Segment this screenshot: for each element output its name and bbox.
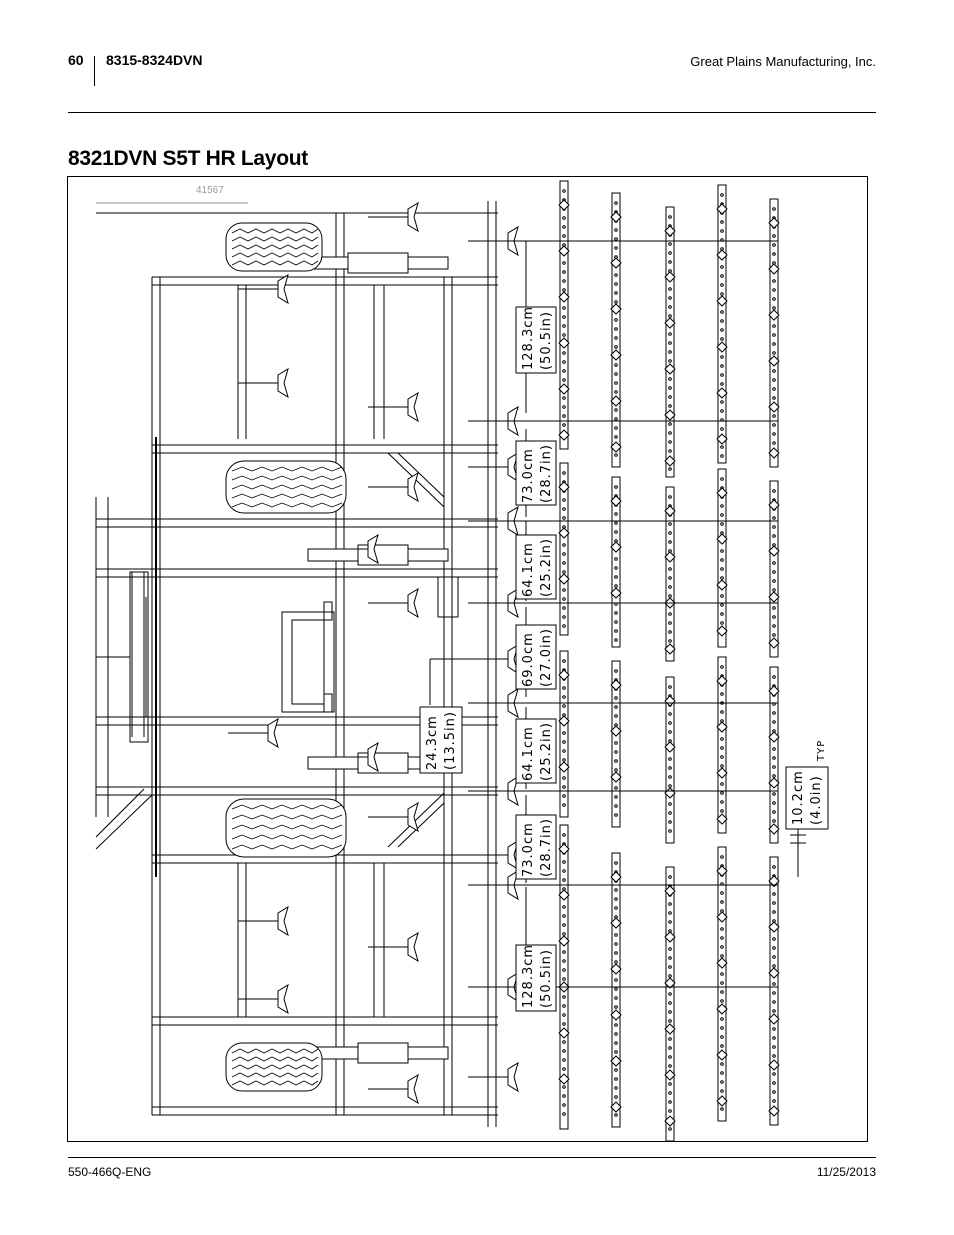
dim-metric-3: 64.1cm [521, 542, 536, 597]
dim-metric-8: 128.3cm [521, 943, 536, 1008]
footer-rule [68, 1157, 876, 1158]
dim-metric-6: 64.1cm [521, 726, 536, 781]
figure-id: 41567 [196, 185, 224, 196]
dim-imperial-9: (4.0in) [809, 775, 824, 825]
dim-imperial-7: (28.7in) [539, 818, 554, 877]
dim-metric-5: 24.3cm [425, 715, 440, 770]
dim-imperial-8: (50.5in) [539, 949, 554, 1008]
dim-imperial-6: (25.2in) [539, 722, 554, 781]
dim-metric-2: 73.0cm [521, 448, 536, 503]
dim-imperial-3: (25.2in) [539, 538, 554, 597]
dim-metric-4: 69.0cm [521, 632, 536, 687]
dim-imperial-2: (28.7in) [539, 444, 554, 503]
model-range: 8315-8324DVN [106, 52, 203, 68]
section-title: 8321DVN S5T HR Layout [68, 147, 308, 170]
page-header [68, 52, 876, 88]
doc-date: 11/25/2013 [816, 1165, 876, 1179]
dim-metric-1: 128.3cm [521, 305, 536, 370]
dim-imperial-5: (13.5in) [443, 711, 458, 770]
typ-label: TYP [816, 739, 827, 761]
header-divider [94, 56, 95, 86]
dim-imperial-1: (50.5in) [539, 311, 554, 370]
dim-imperial-4: (27.0in) [539, 628, 554, 687]
page-number: 60 [68, 52, 84, 68]
company-name: Great Plains Manufacturing, Inc. [690, 54, 876, 69]
header-rule [68, 112, 876, 113]
layout-drawing [67, 176, 868, 1142]
doc-number: 550-466Q-ENG [68, 1165, 152, 1179]
dim-metric-9: 10.2cm [791, 770, 806, 825]
dim-metric-7: 73.0cm [521, 822, 536, 877]
layout-diagram [68, 177, 868, 1142]
